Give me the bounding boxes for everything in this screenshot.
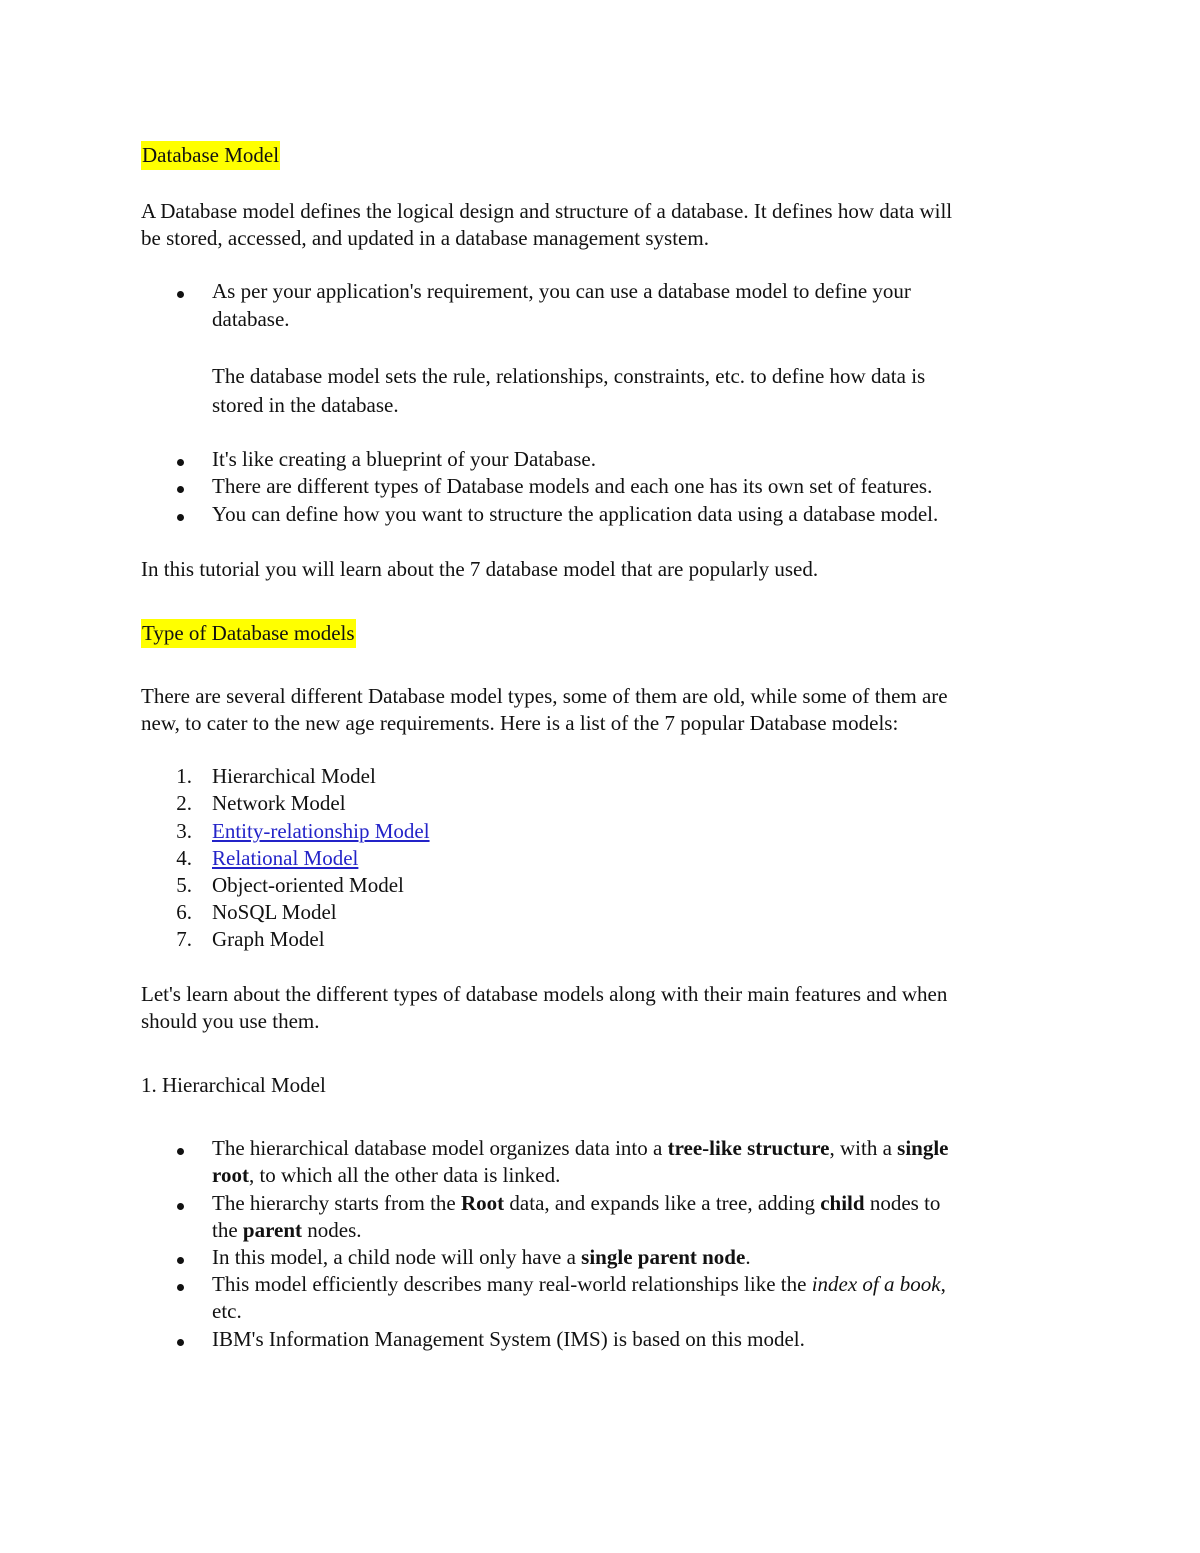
bullet-icon (177, 486, 184, 493)
intro-paragraph-line: A Database model defines the logical design and structure of a database. It defines how data will (141, 199, 953, 223)
text-run: , (940, 1272, 946, 1296)
text-run: the (212, 1218, 243, 1242)
bold-text: Root (461, 1191, 505, 1215)
text-run: . (745, 1245, 751, 1269)
bullet-icon (177, 291, 184, 298)
bullet-text: IBM's Information Management System (IMS) is based on this model. (212, 1327, 805, 1351)
types-intro-line: There are several different Database model types, some of them are old, while some of them are (141, 684, 948, 708)
list-item-entity-relationship-link[interactable] (212, 818, 430, 845)
text-run: The hierarchy starts from the (212, 1191, 461, 1215)
italic-text: index of a book (811, 1272, 941, 1296)
list-number: 1. (176, 764, 192, 788)
bold-text: child (820, 1191, 865, 1215)
list-number: 3. (176, 819, 192, 843)
intro-paragraph-line: be stored, accessed, and updated in a database management system. (141, 226, 709, 250)
bullet-subparagraph: The database model sets the rule, relationships, constraints, etc. to define how data is (212, 364, 926, 388)
text-run: nodes. (302, 1218, 362, 1242)
bullet-text (212, 1271, 946, 1298)
text-run: The hierarchical database model organizes data into a (212, 1136, 668, 1160)
bold-text: single (897, 1136, 949, 1160)
bullet-subparagraph: stored in the database. (212, 393, 399, 417)
list-item-graph: Graph Model (212, 927, 325, 951)
bullet-text (212, 1135, 949, 1162)
bullet-text: There are different types of Database models and each one has its own set of features. (212, 474, 933, 498)
highlighted-heading: Type of Database models (141, 619, 356, 648)
text-run: nodes to (864, 1191, 941, 1215)
bold-text: parent (242, 1218, 303, 1242)
bullet-icon (177, 459, 184, 466)
bullet-text: etc. (212, 1299, 242, 1323)
bullet-icon (177, 1284, 184, 1291)
list-number: 4. (176, 846, 192, 870)
section-heading-types (141, 620, 356, 647)
bold-text: tree-like structure (667, 1136, 830, 1160)
section-heading-database-model (141, 142, 280, 169)
bold-text: single parent node (581, 1245, 746, 1269)
bullet-text: database. (212, 307, 290, 331)
list-item-network: Network Model (212, 791, 346, 815)
list-item-object-oriented: Object-oriented Model (212, 873, 404, 897)
hierarchical-heading: 1. Hierarchical Model (141, 1073, 326, 1097)
types-outro-line: should you use them. (141, 1009, 320, 1033)
bold-text: root (212, 1163, 249, 1187)
outro-paragraph: In this tutorial you will learn about the 7 database model that are popularly used. (141, 557, 819, 581)
types-intro-line: new, to cater to the new age requirements. Here is a list of the 7 popular Database models: (141, 711, 899, 735)
highlighted-heading: Database Model (141, 141, 280, 170)
list-item-nosql: NoSQL Model (212, 900, 337, 924)
relational-model-link[interactable]: Relational Model (212, 846, 359, 870)
bullet-text: It's like creating a blueprint of your Database. (212, 447, 596, 471)
text-run: , to which all the other data is linked. (248, 1163, 561, 1187)
list-number: 6. (176, 900, 192, 924)
entity-relationship-link[interactable]: Entity-relationship Model (212, 819, 430, 843)
bullet-text (212, 1190, 940, 1217)
bullet-icon (177, 1339, 184, 1346)
bullet-text (212, 1244, 751, 1271)
list-number: 5. (176, 873, 192, 897)
bullet-text (212, 1217, 362, 1244)
text-run: In this model, a child node will only have a (212, 1245, 582, 1269)
text-run: , with a (829, 1136, 898, 1160)
bullet-text: You can define how you want to structure the application data using a database model. (212, 502, 939, 526)
bullet-text (212, 1162, 560, 1189)
list-number: 2. (176, 791, 192, 815)
bullet-icon (177, 1148, 184, 1155)
bullet-text: As per your application's requirement, you can use a database model to define your (212, 279, 911, 303)
bullet-icon (177, 1203, 184, 1210)
list-number: 7. (176, 927, 192, 951)
bullet-icon (177, 514, 184, 521)
text-run: This model efficiently describes many real-world relationships like the (212, 1272, 812, 1296)
text-run: data, and expands like a tree, adding (504, 1191, 821, 1215)
types-outro-line: Let's learn about the different types of database models along with their main features and when (141, 982, 948, 1006)
bullet-icon (177, 1257, 184, 1264)
list-item-relational-link[interactable] (212, 845, 358, 872)
list-item-hierarchical: Hierarchical Model (212, 764, 376, 788)
